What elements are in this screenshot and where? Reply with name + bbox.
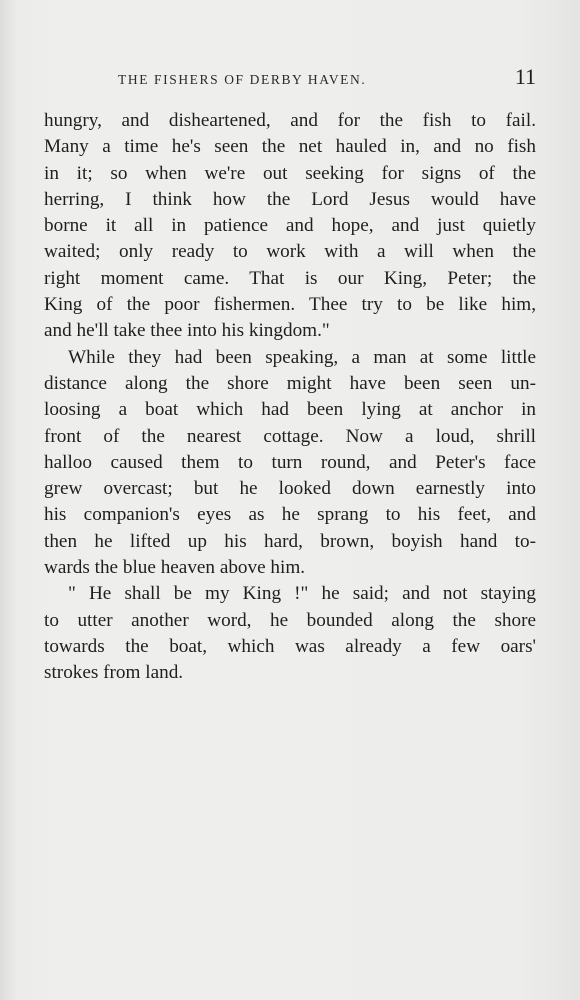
text-line: herring, I think how the Lord Jesus would have [44, 188, 536, 210]
text-line: While they had been speaking, a man at some little [68, 346, 536, 368]
text-line: wards the blue heaven above him. [44, 557, 306, 579]
paragraph-1 [44, 108, 536, 345]
text-line: in it; so when we're out seeking for signs of the [44, 162, 536, 184]
text-line: Many a time he's seen the net hauled in, and no fish [44, 136, 536, 158]
text-line: borne it all in patience and hope, and just quietly [44, 215, 536, 237]
text-line: King of the poor fishermen. Thee try to be like him, [44, 294, 536, 316]
text-line: his companion's eyes as he sprang to his feet, and [44, 504, 536, 526]
paragraph-2 [44, 345, 536, 582]
page-number: 11 [514, 64, 536, 89]
text-line: loosing a boat which had been lying at anchor in [44, 399, 536, 421]
page-header [44, 64, 536, 94]
text-line: waited; only ready to work with a will when the [44, 241, 536, 263]
text-line: halloo caused them to turn round, and Peter's face [44, 451, 536, 473]
running-title: THE FISHERS OF DERBY HAVEN. [118, 72, 367, 87]
text-line: to utter another word, he bounded along the shore [44, 609, 536, 631]
text-line: and he'll take thee into his kingdom." [44, 320, 330, 342]
text-line: " He shall be my King !" he said; and not staying [68, 583, 536, 605]
text-line: then he lifted up his hard, brown, boyish hand to- [44, 530, 536, 552]
text-line: towards the boat, which was already a few oars' [44, 635, 536, 657]
text-line: right moment came. That is our King, Peter; the [44, 267, 536, 289]
text-line: distance along the shore might have been seen un- [44, 372, 536, 394]
text-line: grew overcast; but he looked down earnestly into [44, 478, 536, 500]
paragraph-3 [44, 581, 536, 686]
text-line: strokes from land. [44, 662, 184, 684]
text-line: front of the nearest cottage. Now a loud, shrill [44, 425, 536, 447]
text-line: hungry, and disheartened, and for the fish to fail. [44, 110, 536, 131]
body-text [44, 108, 536, 687]
